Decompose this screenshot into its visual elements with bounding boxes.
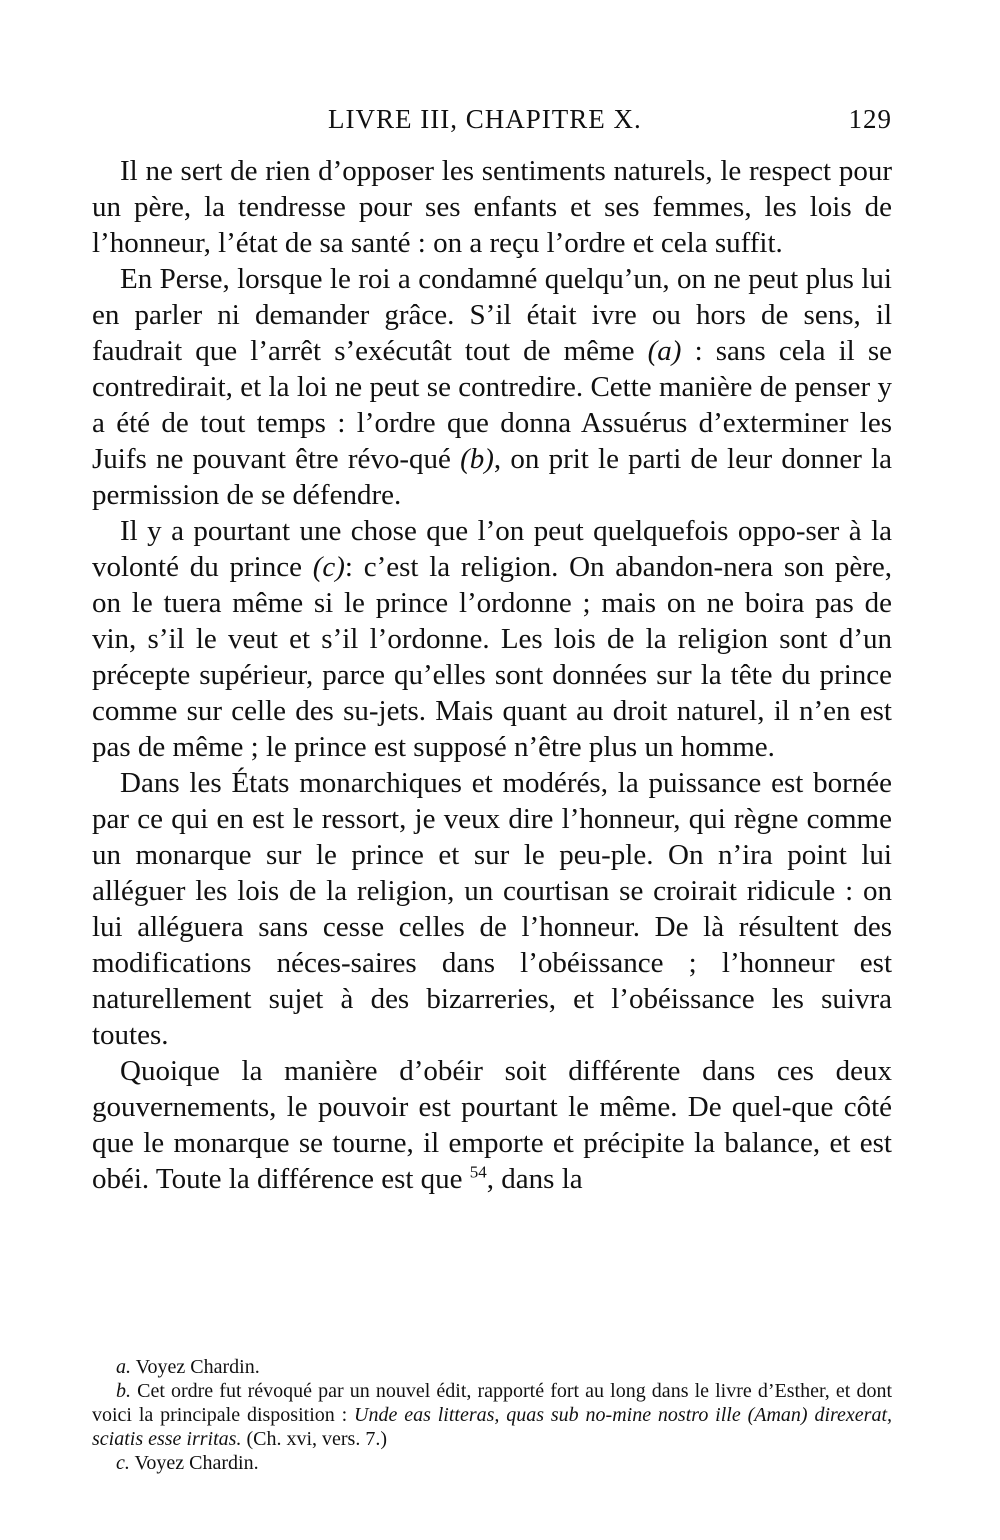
- running-head: [92, 104, 892, 144]
- paragraph-3-part-2: : c’est la religion. On abandon‑nera son père, on le tuera même si le prince l’ordonne ; mais on ne boira pas de vin, s’il le veut et s’il l’ordonne. Les lois de la religion sont d’un précepte supérieur, parce qu’elles sont données sur la tête du prince comme sur celle des su‑jets. Mais quant au droit naturel, il n’en est pas de même ; le prince est supposé n’être plus un homme.: [92, 551, 892, 763]
- footnote-a-text: Voyez Chardin.: [135, 1356, 260, 1378]
- footnote-b: [92, 1379, 892, 1451]
- footnote-b-mark: b.: [116, 1380, 131, 1402]
- footnote-c-mark: c.: [116, 1452, 130, 1474]
- footnote-b-text: Cet ordre fut révoqué par un nouvel édit, rapporté fort au long dans le livre d’Esther, et dont voici la principale disposition :: [92, 1380, 892, 1426]
- paragraph-2-part-2: : sans cela il se contredirait, et la loi ne peut se contredire. Cette manière de penser y a été de tout temps : l’ordre que donna Assuérus d’exterminer les Juifs ne pouvant être révo‑qué: [92, 335, 893, 475]
- footnote-a-mark: a.: [116, 1356, 131, 1378]
- footnote-b-latin-2: ) direxerat, sciatis esse irritas.: [92, 1404, 893, 1450]
- editor-note-ref[interactable]: 54: [469, 1162, 487, 1182]
- page-number: 129: [848, 104, 892, 134]
- footnote-b-reference: (Ch. xvi, vers. 7.): [241, 1428, 387, 1450]
- paragraph-2: [92, 261, 892, 513]
- paragraph-4: Dans les États monarchiques et modérés, la puissance est bornée par ce qui en est le ressort, je veux dire l’honneur, qui règne comme un monarque sur le prince et sur le peu‑ple. On n’ira point lui alléguer les lois de la religion, un courtisan se croirait ridicule : on lui alléguera sans cesse celles de l’honneur. De là résultent des modifications néces‑saires dans l’obéissance ; l’honneur est naturellement sujet à des bizarreries, et l’obéissance les suivra toutes.: [92, 767, 892, 1051]
- footnote-ref-b[interactable]: (b): [460, 443, 494, 475]
- paragraph-5-part-2: , dans la: [486, 1163, 583, 1195]
- paragraph-3: [92, 513, 892, 765]
- footnote-ref-c[interactable]: (c): [312, 551, 345, 583]
- main-text: [92, 153, 892, 1197]
- paragraph-3-part-1: Il y a pourtant une chose que l’on peut quelquefois oppo‑ser à la volonté du prince: [92, 515, 892, 583]
- paragraph-1: Il ne sert de rien d’opposer les sentiments naturels, le respect pour un père, la tendresse pour ses enfants et ses femmes, les lois de l’honneur, l’état de sa santé : on a reçu l’ordre et cela suffit.: [92, 155, 892, 259]
- paragraph-5-part-1: Quoique la manière d’obéir soit différente dans ces deux gouvernements, le pouvoir est pourtant le même. De quel‑que côté que le monarque se tourne, il emporte et précipite la balance, et est obéi. Toute la différence est que: [92, 1055, 892, 1195]
- footnote-c: [92, 1451, 892, 1475]
- footnotes: [92, 1355, 892, 1475]
- running-title: LIVRE III, CHAPITRE X.: [328, 104, 642, 134]
- paragraph-2-part-1: En Perse, lorsque le roi a condamné quelqu’un, on ne peut plus lui en parler ni demander grâce. S’il était ivre ou hors de sens, il faudrait que l’arrêt s’exécutât tout de même: [92, 263, 892, 367]
- footnote-ref-a[interactable]: (a): [647, 335, 682, 367]
- footnote-c-text: Voyez Chardin.: [134, 1452, 259, 1474]
- footnote-b-aman: Aman: [754, 1404, 801, 1426]
- footnote-b-latin-1: Unde eas litteras, quas sub no‑mine nostro ille (: [354, 1404, 755, 1426]
- paragraph-2-part-3: , on prit le parti de leur donner la permission de se défendre.: [92, 443, 892, 511]
- footnote-a: [92, 1355, 892, 1379]
- paragraph-5: [92, 1053, 892, 1197]
